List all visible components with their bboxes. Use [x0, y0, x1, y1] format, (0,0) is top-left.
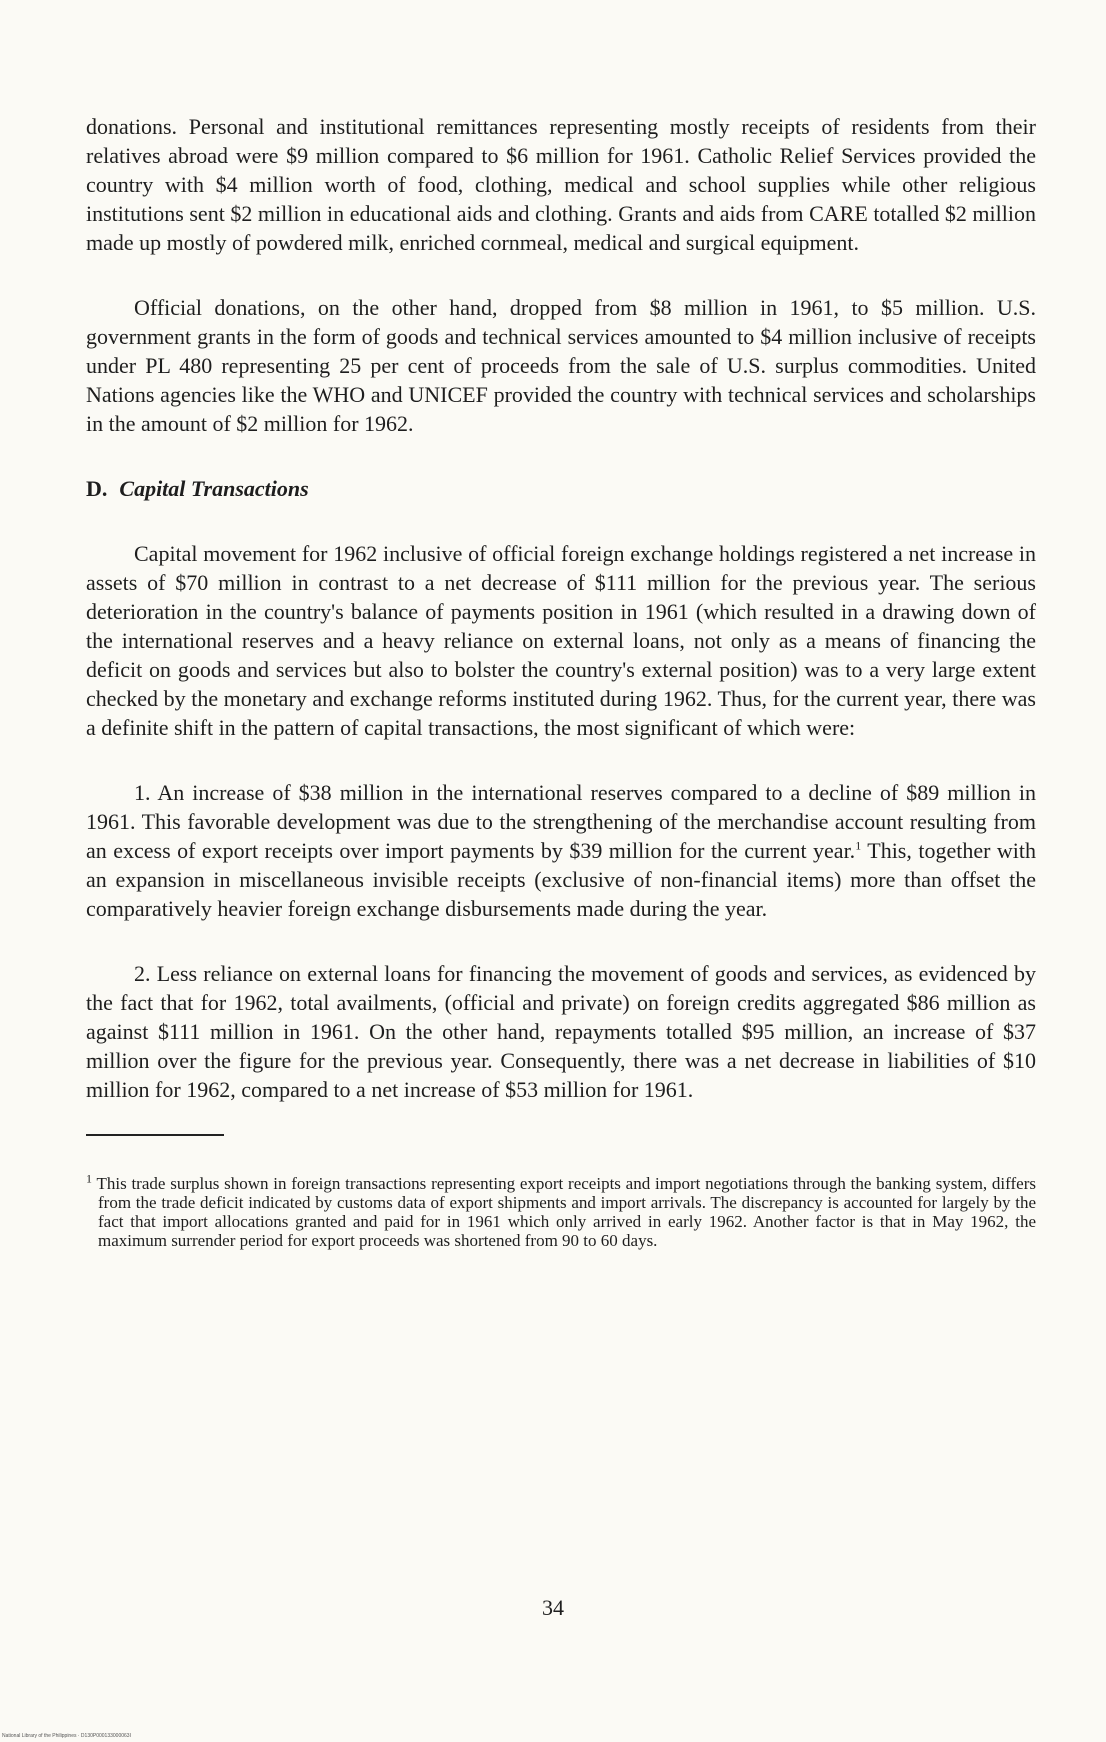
section-heading [86, 474, 1036, 503]
point-1-text-continued: This, together with an expansion in miscellaneous invisible receipts (exclusive of non-financial items) more than offset the comparatively heavier foreign exchange disbursements made during the year. [86, 838, 1036, 921]
point-1-text: 1. An increase of $38 million in the international reserves compared to a decline of $89 million in 1961. This favorable development was due to the strengthening of the merchandise account resulting from an excess of export receipts over import payments by $39 million for the current year. [86, 780, 1036, 863]
section-title: Capital Transactions [119, 476, 309, 501]
paragraph-official-donations: Official donations, on the other hand, dropped from $8 million in 1961, to $5 million. U.S. government grants in the form of goods and technical services amounted to $4 million inclusive of receipts under PL 480 representing 25 per cent of proceeds from the sale of U.S. surplus commodities. United Nations agencies like the WHO and UNICEF provided the country with technical services and scholarships in the amount of $2 million for 1962. [86, 295, 1036, 436]
footnote-reference: 1 [855, 838, 862, 853]
footnote-text: This trade surplus shown in foreign transactions representing export receipts and import negotiations through the banking system, differs from the trade deficit indicated by customs data of export shipments and import arrivals. The discrepancy is accounted for largely by the fact that import allocations granted and paid for in 1961 which only arrived in early 1962. Another factor is that in May 1962, the maximum surrender period for export proceeds was shortened from 90 to 60 days. [92, 1174, 1036, 1250]
document-page [86, 112, 1036, 1250]
paragraph-point-1 [86, 778, 1036, 923]
library-stamp: National Library of the Philippines · D130P000133000063I [2, 1733, 131, 1739]
paragraph-capital-movement: Capital movement for 1962 inclusive of official foreign exchange holdings registered a net increase in assets of $70 million in contrast to a net decrease of $111 million for the previous year. The serious deterioration in the country's balance of payments position in 1961 (which resulted in a drawing down of the international reserves and a heavy reliance on external loans, not only as a means of financing the deficit on goods and services but also to bolster the country's external position) was to a very large extent checked by the monetary and exchange reforms instituted during 1962. Thus, for the current year, there was a definite shift in the pattern of capital transactions, the most significant of which were: [86, 541, 1036, 740]
paragraph-donations: donations. Personal and institutional remittances representing mostly receipts of residents from their relatives abroad were $9 million compared to $6 million for 1961. Catholic Relief Services provided the country with $4 million worth of food, clothing, medical and school supplies while other religious institutions sent $2 million in educational aids and clothing. Grants and aids from CARE totalled $2 million made up mostly of powdered milk, enriched cornmeal, medical and surgical equipment. [86, 114, 1036, 255]
footnote-divider [86, 1134, 224, 1136]
paragraph-point-2: 2. Less reliance on external loans for financing the movement of goods and services, as evidenced by the fact that for 1962, total availments, (official and private) on foreign credits aggregated $86 million as against $111 million in 1961. On the other hand, repayments totalled $95 million, an increase of $37 million over the figure for the previous year. Consequently, there was a net decrease in liabilities of $10 million for 1962, compared to a net increase of $53 million for 1961. [86, 961, 1036, 1102]
section-letter: D. [86, 476, 108, 501]
footnote [86, 1171, 1036, 1250]
page-number: 34 [542, 1595, 564, 1620]
footnote-marker: 1 [86, 1171, 92, 1186]
